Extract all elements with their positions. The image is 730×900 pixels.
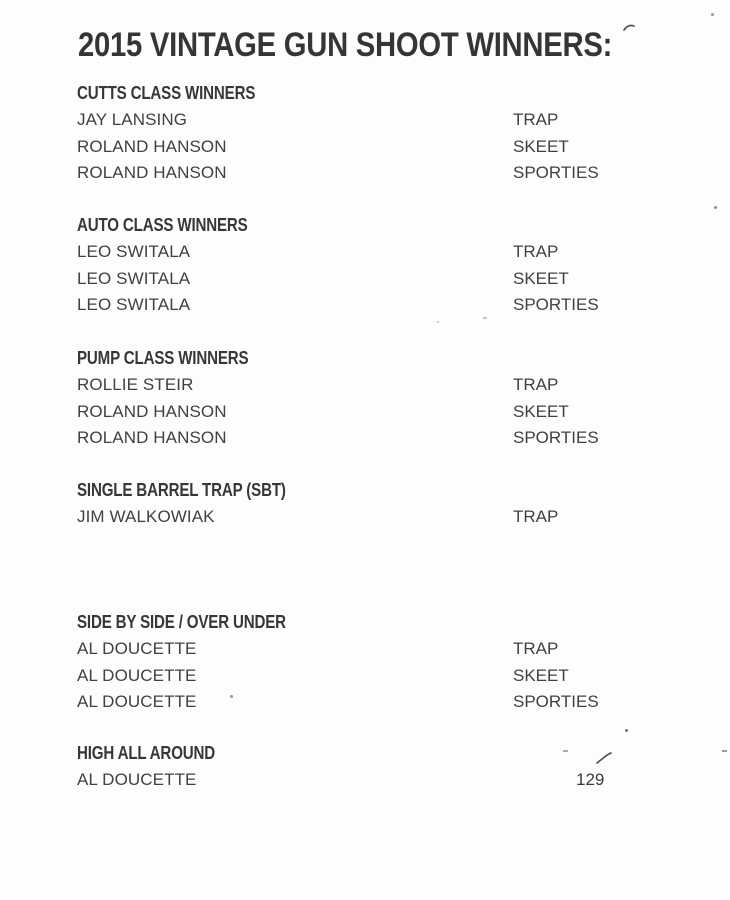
event-category: SKEET: [513, 665, 569, 685]
event-category: SKEET: [513, 136, 569, 156]
event-category: SPORTIES: [513, 428, 599, 447]
curved-stray-mark: [623, 22, 636, 33]
winner-row: [77, 292, 724, 319]
high-all-around-score: 129: [576, 770, 605, 789]
section-heading: SINGLE BARREL TRAP (SBT): [77, 480, 286, 500]
section-heading: PUMP CLASS WINNERS: [77, 348, 249, 368]
winner-name: LEO SWITALA: [77, 268, 191, 288]
winner-name: JAY LANSING: [77, 110, 188, 129]
section-single-barrel-trap: [77, 477, 724, 531]
winner-row: [77, 160, 724, 187]
scan-speck: [711, 13, 714, 16]
scan-speck: [714, 206, 717, 209]
winner-row: [77, 504, 724, 531]
section-heading: AUTO CLASS WINNERS: [77, 215, 248, 235]
winner-name: AL DOUCETTE: [77, 692, 197, 711]
winner-name: ROLAND HANSON: [77, 401, 227, 421]
scan-speck: [437, 321, 439, 323]
event-category: TRAP: [513, 639, 559, 658]
section-high-all-around: [77, 740, 724, 794]
section-heading: CUTTS CLASS WINNERS: [77, 83, 256, 103]
winner-name: ROLAND HANSON: [77, 428, 227, 447]
section-heading: SIDE BY SIDE / OVER UNDER: [77, 612, 286, 632]
event-category: TRAP: [513, 110, 559, 129]
winner-row: [77, 663, 724, 690]
winner-row: [77, 107, 724, 134]
event-category: TRAP: [513, 507, 559, 526]
winner-row: [77, 372, 724, 399]
winner-row: [77, 767, 724, 794]
winner-name: LEO SWITALA: [77, 242, 191, 261]
event-category: SPORTIES: [513, 295, 599, 314]
event-category: TRAP: [513, 375, 559, 394]
event-category: SPORTIES: [513, 692, 599, 711]
event-category: SKEET: [513, 401, 569, 421]
winner-name: AL DOUCETTE: [77, 665, 197, 685]
winner-row: [77, 689, 724, 716]
winner-name: LEO SWITALA: [77, 295, 191, 314]
winner-row: [77, 239, 724, 266]
section-side-by-side-over-under: [77, 609, 724, 716]
page-title: 2015 VINTAGE GUN SHOOT WINNERS:: [78, 26, 613, 64]
event-category: TRAP: [513, 242, 559, 261]
winner-row: [77, 399, 724, 426]
event-category: SPORTIES: [513, 163, 599, 182]
winner-row: [77, 636, 724, 663]
winner-name: JIM WALKOWIAK: [77, 507, 215, 526]
winner-name: ROLAND HANSON: [77, 136, 227, 156]
winner-name: AL DOUCETTE: [77, 639, 197, 658]
section-pump-class: [77, 345, 724, 452]
winner-row: [77, 425, 724, 452]
section-cutts-class: [77, 80, 724, 187]
event-category: SKEET: [513, 268, 569, 288]
winner-row: [77, 134, 724, 161]
scan-speck: [625, 729, 628, 732]
winner-name: ROLAND HANSON: [77, 163, 227, 182]
winner-name: ROLLIE STEIR: [77, 375, 194, 394]
section-heading: HIGH ALL AROUND: [77, 743, 216, 763]
winner-name: AL DOUCETTE: [77, 770, 197, 789]
winner-row: [77, 266, 724, 293]
section-auto-class: [77, 212, 724, 319]
